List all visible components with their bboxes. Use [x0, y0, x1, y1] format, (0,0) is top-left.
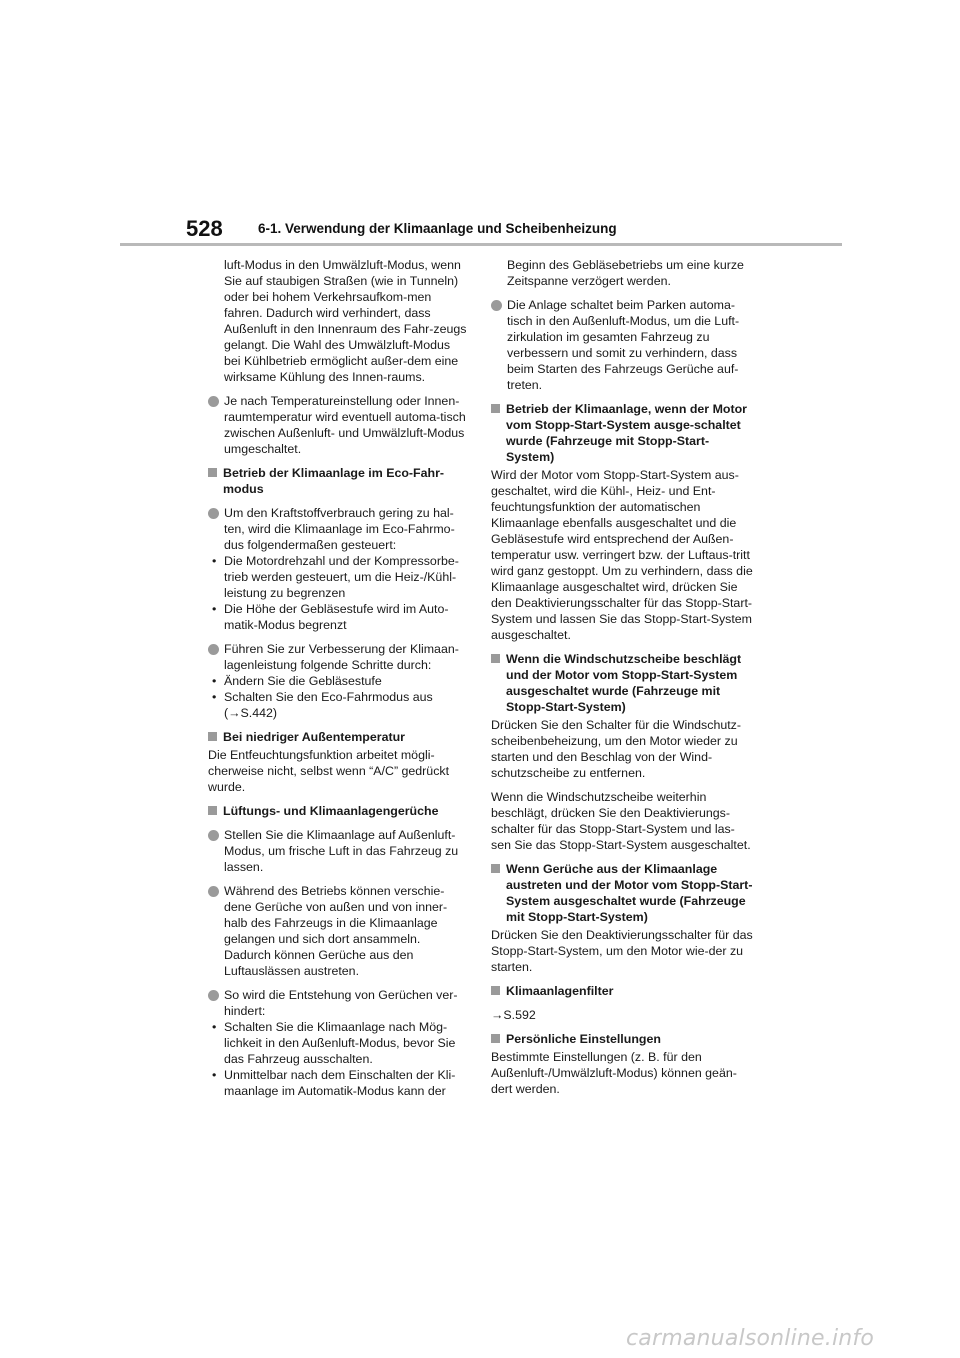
bullet-dot-icon — [208, 508, 219, 519]
square-bullet-icon — [491, 864, 500, 873]
continued-paragraph: Beginn des Gebläsebetriebs um eine kurze Zeitspanne verzögert werden. — [507, 258, 744, 288]
page-number: 528 — [186, 216, 223, 241]
square-bullet-icon — [208, 806, 217, 815]
bullet-text: Um den Kraftstoffverbrauch gering zu hal-ten, wird die Klimaanlage im Eco-Fahrmo-dus folgendermaßen gesteuert: — [224, 506, 455, 552]
paragraph: Drücken Sie den Schalter für die Windschutz-scheibenbeheizung, um den Motor wieder zu starten und den Beschlag von der Wind-schutzscheibe zu entfernen. — [491, 718, 741, 780]
bullet-dot-icon — [208, 886, 219, 897]
sub-bullet: • Schalten Sie die Klimaanlage nach Mög-lichkeit in den Außenluft-Modus, bevor Sie das Fahrzeug ausschalten. — [208, 1019, 468, 1067]
bullet-text: Führen Sie zur Verbesserung der Klimaan-lagenleistung folgende Schritte durch: — [224, 642, 459, 672]
paragraph: Drücken Sie den Deaktivierungsschalter für das Stopp-Start-System, um den Motor wie-der zu starten. — [491, 928, 753, 974]
bullet-dot-icon — [208, 644, 219, 655]
section-heading — [208, 465, 468, 497]
header-rule — [120, 243, 842, 246]
heading-text: Betrieb der Klimaanlage im Eco-Fahr-modus — [223, 466, 445, 496]
heading-text: Wenn die Windschutzscheibe beschlägt und der Motor vom Stopp-Start-System ausgeschaltet wurde (Fahrzeuge mit Stopp-Start-System) — [506, 652, 742, 714]
bullet-text: Stellen Sie die Klimaanlage auf Außenluft-Modus, um frische Luft in das Fahrzeug zu lassen. — [224, 828, 459, 874]
section-heading — [491, 401, 753, 465]
sub-bullet: • Die Motordrehzahl und der Kompressorbe-trieb werden gesteuert, um die Heiz-/Kühl-leistung zu begrenzen — [208, 553, 468, 601]
section-heading — [491, 861, 753, 925]
bullet-item — [208, 987, 468, 1099]
bullet-dot-icon — [208, 396, 219, 407]
heading-text: Betrieb der Klimaanlage, wenn der Motor vom Stopp-Start-System ausge-schaltet wurde (Fahrzeuge mit Stopp-Start-System) — [506, 402, 747, 464]
heading-text: Persönliche Einstellungen — [506, 1032, 661, 1046]
cross-reference: →S.592 — [491, 1008, 536, 1022]
section-heading — [208, 729, 468, 745]
heading-text: Bei niedriger Außentemperatur — [223, 730, 405, 744]
sub-bullet: • Schalten Sie den Eco-Fahrmodus aus (→S.442) — [208, 689, 468, 721]
page-header — [0, 0, 960, 250]
left-column — [208, 257, 468, 1107]
bullet-text: Die Anlage schaltet beim Parken automa-tisch in den Außenluft-Modus, um die Luft-zirkulation im gesamten Fahrzeug zu verbessern und somit zu verhindern, dass beim Starten des Fahrzeugs Gerüche auf-treten. — [507, 298, 740, 392]
square-bullet-icon — [208, 732, 217, 741]
continued-paragraph: luft-Modus in den Umwälzluft-Modus, wenn Sie auf staubigen Straßen (wie in Tunneln) oder bei hohem Verkehrsaufkom-men fahren. Dadurch wird verhindert, dass Außenluft in den Innenraum des Fahr-zeugs gelangt. Die Wahl des Umwälzluft-Modus bei Kühlbetrieb ermöglicht außer-dem eine wirksame Kühlung des Innen-raums. — [224, 258, 467, 384]
bullet-item — [208, 393, 468, 457]
bullet-dot-icon — [491, 300, 502, 311]
paragraph: Wenn die Windschutzscheibe weiterhin beschlägt, drücken Sie den Deaktivierungs-schalter für das Stopp-Start-System und las-sen Sie das Stopp-Start-System ausgeschaltet. — [491, 790, 751, 852]
section-title: 6-1. Verwendung der Klimaanlage und Scheibenheizung — [258, 221, 617, 236]
paragraph: Bestimmte Einstellungen (z. B. für den Außenluft-/Umwälzluft-Modus) können geän-dert werden. — [491, 1050, 737, 1096]
square-bullet-icon — [491, 986, 500, 995]
paragraph: Wird der Motor vom Stopp-Start-System aus-geschaltet, wird die Kühl-, Heiz- und Ent-feuchtungsfunktion der automatischen Klimaanlage ebenfalls ausgeschaltet und die Gebläsestufe wird entsprechend der Außen-temperatur usw. verringert bzw. der Luftaus-tritt wird ganz gestoppt. Um zu verhindern, dass die Klimaanlage ausgeschaltet wird, drücken Sie den Deaktivierungsschalter für das Stopp-Start-System und lassen Sie das Stopp-Start-System ausgeschaltet. — [491, 468, 753, 642]
bullet-item — [208, 827, 468, 875]
section-heading — [491, 651, 753, 715]
bullet-item — [208, 641, 468, 721]
square-bullet-icon — [491, 404, 500, 413]
bullet-dot-icon — [208, 990, 219, 1001]
section-heading — [208, 803, 468, 819]
section-heading — [491, 983, 753, 999]
square-bullet-icon — [491, 654, 500, 663]
square-bullet-icon — [491, 1034, 500, 1043]
watermark-logo: carmanualsonline.info — [626, 1326, 875, 1351]
sub-bullet: • Unmittelbar nach dem Einschalten der Kli-maanlage im Automatik-Modus kann der — [208, 1067, 468, 1099]
paragraph: Die Entfeuchtungsfunktion arbeitet mögli-cherweise nicht, selbst wenn “A/C” gedrückt wurde. — [208, 748, 450, 794]
heading-text: Lüftungs- und Klimaanlagengerüche — [223, 804, 439, 818]
bullet-item — [208, 883, 468, 979]
bullet-item — [491, 297, 753, 393]
bullet-text: Je nach Temperatureinstellung oder Innen-raumtemperatur wird eventuell automa-tisch zwischen Außenluft- und Umwälzluft-Modus umgeschaltet. — [224, 394, 466, 456]
heading-text: Wenn Gerüche aus der Klimaanlage austreten und der Motor vom Stopp-Start-System ausgeschaltet wurde (Fahrzeuge mit Stopp-Start-System) — [506, 862, 753, 924]
right-column — [491, 257, 753, 1105]
sub-bullet: • Die Höhe der Gebläsestufe wird im Auto-matik-Modus begrenzt — [208, 601, 468, 633]
heading-text: Klimaanlagenfilter — [506, 984, 614, 998]
section-heading — [491, 1031, 753, 1047]
bullet-item — [208, 505, 468, 633]
sub-bullet: • Ändern Sie die Gebläsestufe — [208, 673, 468, 689]
bullet-dot-icon — [208, 830, 219, 841]
bullet-text: Während des Betriebs können verschie-dene Gerüche von außen und von inner-halb des Fahrzeugs in die Klimaanlage gelangen und sich dort ansammeln. Dadurch können Gerüche aus den Luftauslässen austreten. — [224, 884, 448, 978]
square-bullet-icon — [208, 468, 217, 477]
bullet-text: So wird die Entstehung von Gerüchen ver-hindert: — [224, 988, 458, 1018]
